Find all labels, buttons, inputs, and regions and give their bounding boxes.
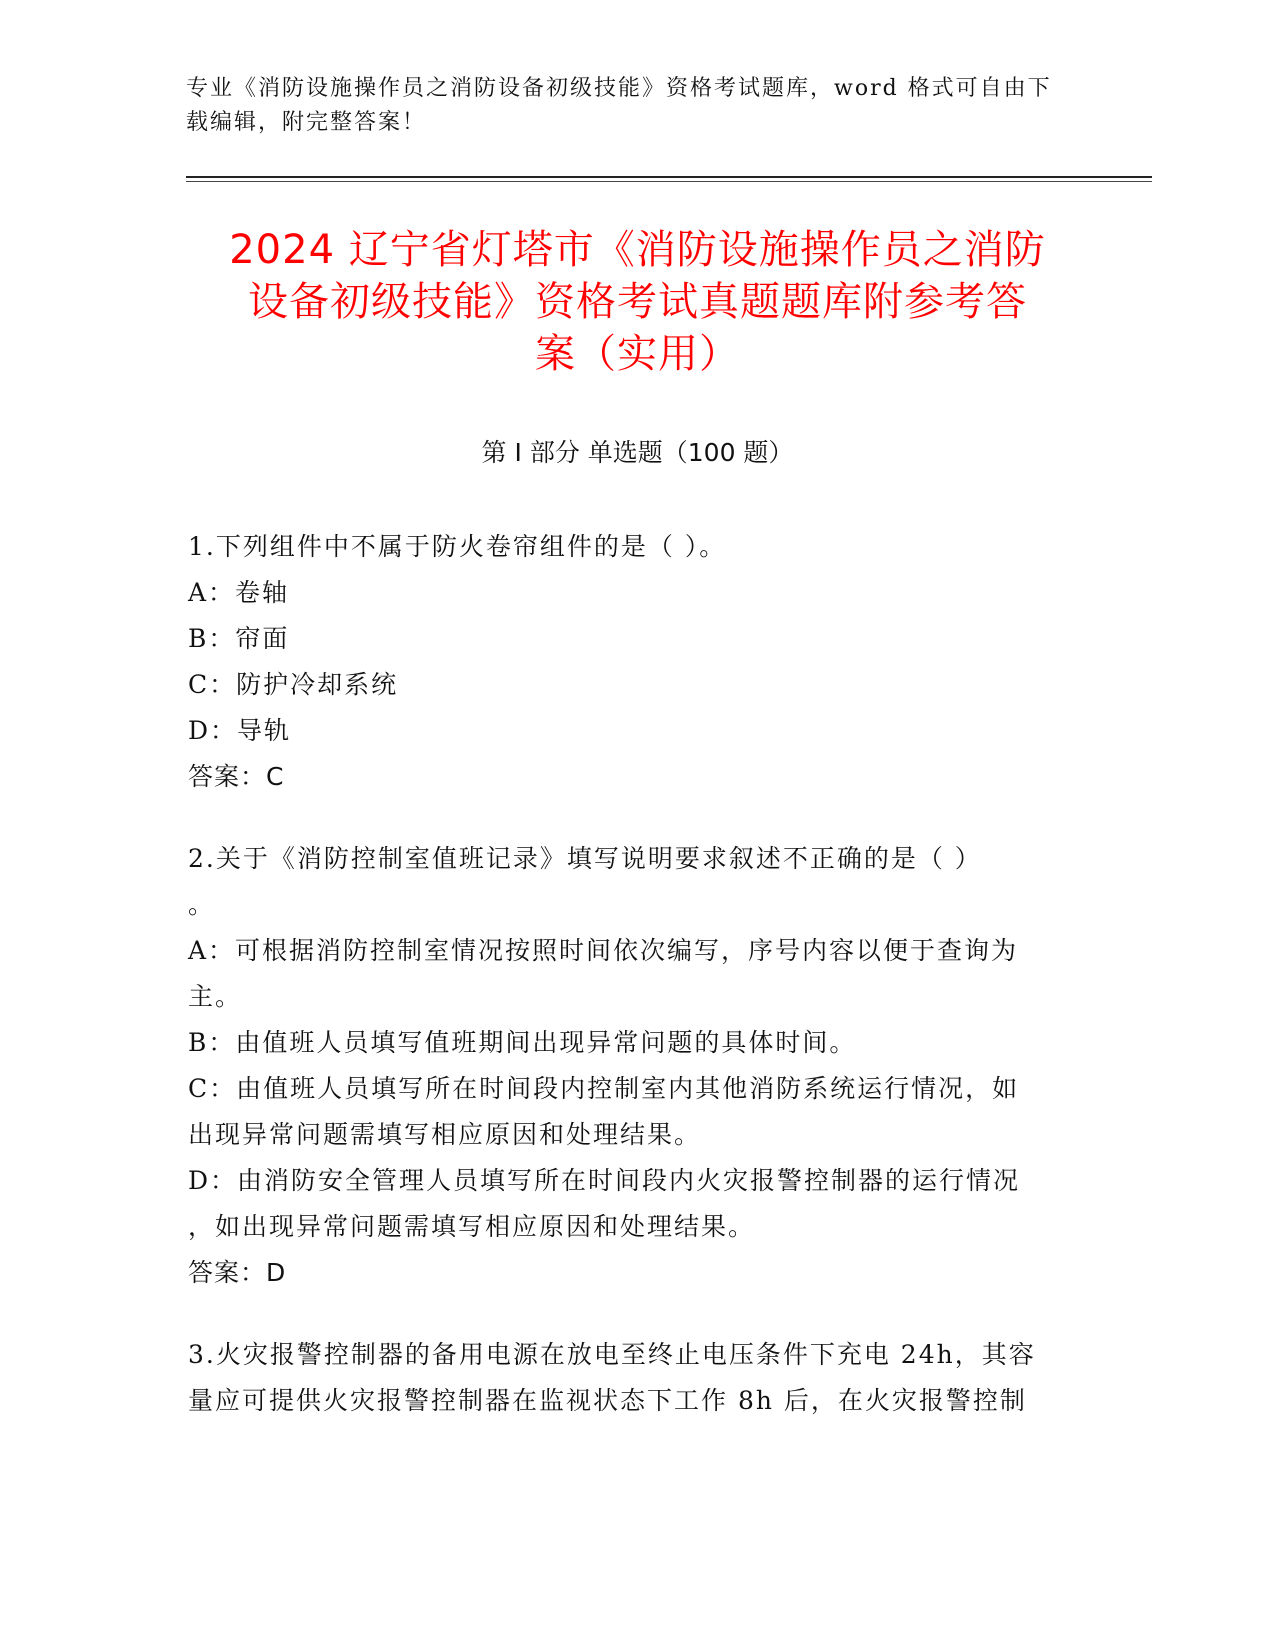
- header-note-line: 专业《消防设施操作员之消防设备初级技能》资格考试题库，word 格式可自由下: [186, 76, 1052, 101]
- header-divider: [186, 176, 1152, 178]
- option-d: D：由消防安全管理人员填写所在时间段内火灾报警控制器的运行情况: [188, 1166, 1021, 1195]
- option-c: C：由值班人员填写所在时间段内控制室内其他消防系统运行情况，如: [188, 1074, 1020, 1103]
- title-line: 2024 辽宁省灯塔市《消防设施操作员之消防: [229, 227, 1046, 273]
- option-b: B：由值班人员填写值班期间出现异常问题的具体时间。: [188, 1028, 857, 1057]
- question-item: [188, 836, 1068, 1296]
- question-item: [188, 524, 1068, 800]
- question-item: [188, 1332, 1068, 1424]
- option-d: D：导轨: [188, 716, 292, 745]
- question-text: 。: [188, 890, 216, 919]
- title-line: 设备初级技能》资格考试真题题库附参考答: [248, 279, 1027, 325]
- option-a-cont: 主。: [188, 982, 243, 1011]
- answer-label: 答案：C: [188, 762, 285, 791]
- question-text: 1.下列组件中不属于防火卷帘组件的是（ ）。: [188, 532, 727, 561]
- section-heading: 第 I 部分 单选题（100 题）: [481, 438, 794, 467]
- header-note: [186, 72, 1066, 140]
- option-c: C：防护冷却系统: [188, 670, 399, 699]
- question-text: 3.火灾报警控制器的备用电源在放电至终止电压条件下充电 24h，其容: [188, 1340, 1036, 1369]
- answer-label: 答案：D: [188, 1258, 287, 1287]
- option-a: A：可根据消防控制室情况按照时间依次编写，序号内容以便于查询为: [188, 936, 1019, 965]
- question-text: 量应可提供火灾报警控制器在监视状态下工作 8h 后，在火灾报警控制: [188, 1386, 1027, 1415]
- option-b: B：帘面: [188, 624, 290, 653]
- option-a: A：卷轴: [188, 578, 290, 607]
- header-note-line: 载编辑，附完整答案！: [186, 110, 427, 135]
- option-d-cont: ，如出现异常问题需填写相应原因和处理结果。: [188, 1212, 756, 1241]
- title-line: 案（实用）: [535, 331, 740, 377]
- question-list: [188, 524, 1068, 1460]
- question-text: 2.关于《消防控制室值班记录》填写说明要求叙述不正确的是（ ）: [188, 844, 982, 873]
- document-title: [170, 224, 1105, 380]
- option-c-cont: 出现异常问题需填写相应原因和处理结果。: [188, 1120, 702, 1149]
- header-divider-thin: [186, 181, 1152, 182]
